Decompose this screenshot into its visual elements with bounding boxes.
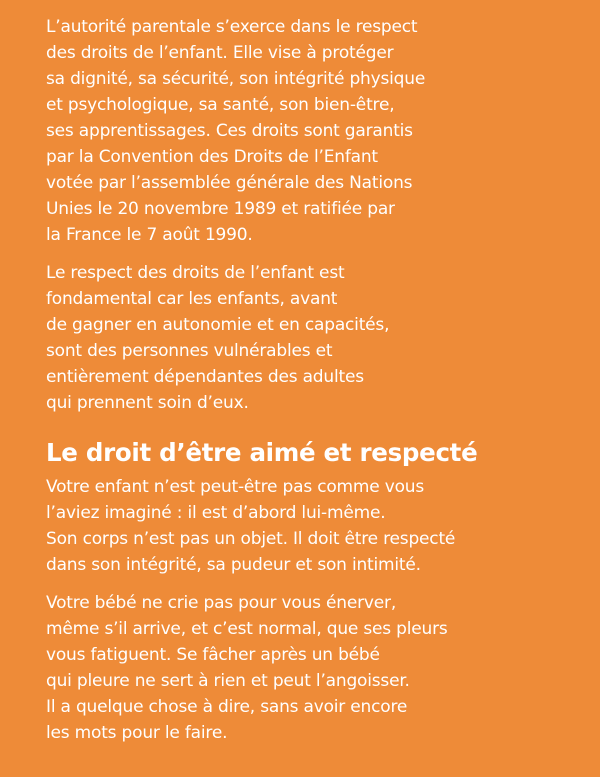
text-line: des droits de l’enfant. Elle vise à protéger: [46, 43, 394, 63]
text-line: et psychologique, sa santé, son bien-être,: [46, 95, 395, 115]
text-line: Unies le 20 novembre 1989 et ratifiée par: [46, 199, 395, 219]
text-line: dans son intégrité, sa pudeur et son intimité.: [46, 555, 421, 575]
text-line: L’autorité parentale s’exerce dans le respect: [46, 17, 418, 37]
text-line: entièrement dépendantes des adultes: [46, 367, 364, 387]
text-line: qui prennent soin d’eux.: [46, 393, 249, 413]
text-line: sont des personnes vulnérables et: [46, 341, 333, 361]
paragraph-respect-rights: [46, 260, 581, 416]
text-line: Son corps n’est pas un objet. Il doit être respecté: [46, 529, 456, 549]
text-line: fondamental car les enfants, avant: [46, 289, 338, 309]
text-line: votée par l’assemblée générale des Nations: [46, 173, 413, 193]
section-heading: Le droit d’être aimé et respecté: [46, 438, 478, 467]
text-line: la France le 7 août 1990.: [46, 225, 253, 245]
paragraph-baby-crying: [46, 590, 581, 746]
text-line: Votre bébé ne crie pas pour vous énerver,: [46, 593, 397, 613]
text-line: Le respect des droits de l’enfant est: [46, 263, 345, 283]
text-line: les mots pour le faire.: [46, 723, 228, 743]
text-line: par la Convention des Droits de l’Enfant: [46, 147, 378, 167]
text-line: qui pleure ne sert à rien et peut l’angoisser.: [46, 671, 410, 691]
paragraph-your-child: [46, 474, 581, 578]
text-line: ses apprentissages. Ces droits sont garantis: [46, 121, 413, 141]
document-page: [46, 14, 581, 746]
text-line: l’aviez imaginé : il est d’abord lui-même.: [46, 503, 386, 523]
text-line: Votre enfant n’est peut-être pas comme vous: [46, 477, 425, 497]
text-line: même s’il arrive, et c’est normal, que ses pleurs: [46, 619, 448, 639]
text-line: vous fatiguent. Se fâcher après un bébé: [46, 645, 380, 665]
text-line: sa dignité, sa sécurité, son intégrité physique: [46, 69, 426, 89]
paragraph-parental-authority: [46, 14, 581, 248]
text-line: Il a quelque chose à dire, sans avoir encore: [46, 697, 408, 717]
text-line: de gagner en autonomie et en capacités,: [46, 315, 390, 335]
